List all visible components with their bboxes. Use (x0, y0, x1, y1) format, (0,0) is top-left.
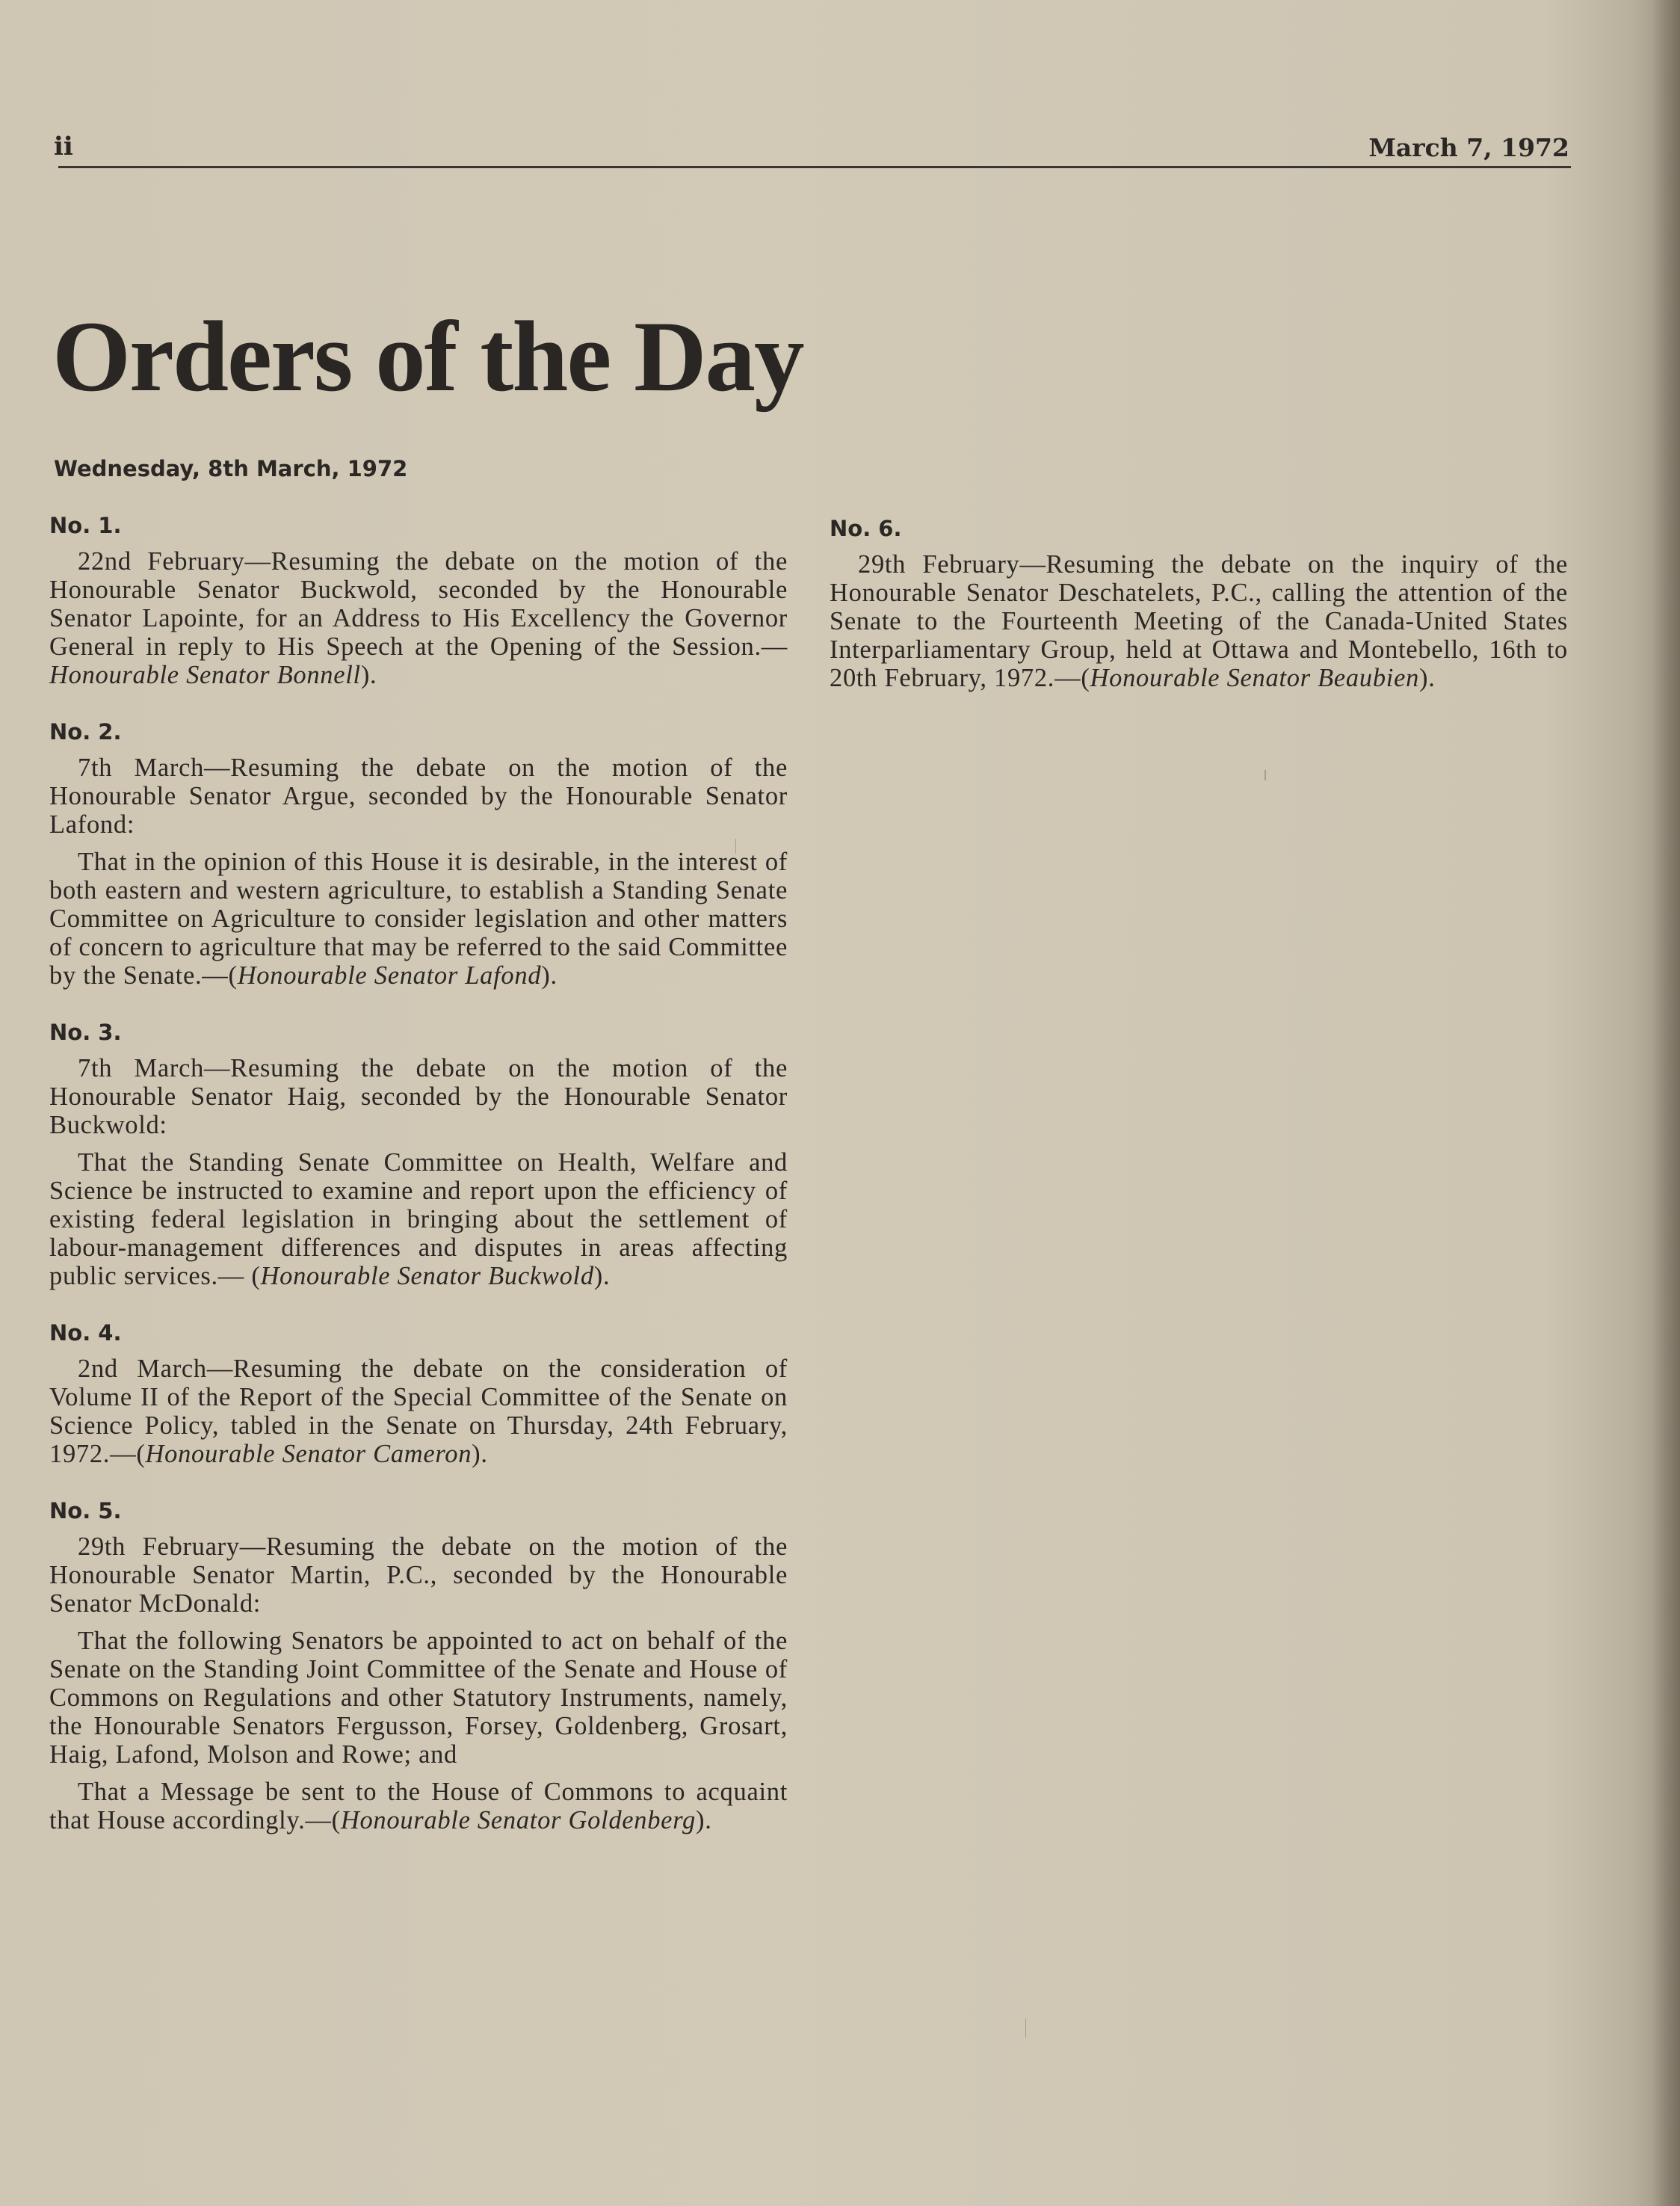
right-column (830, 516, 1568, 722)
paragraph-text: 7th March—Resuming the debate on the motion of the Honourable Senator Argue, seconded by the Honourable Senator Lafond: (49, 754, 788, 839)
order-item-1 (49, 513, 788, 689)
paragraph-text: That the Standing Senate Committee on Health, Welfare and Science be instructed to examine and report upon the efficiency of existing federal legislation in bringing about the settlement of labour-management differences and disputes in areas affecting public services.— ( (49, 1148, 788, 1290)
order-item-2 (49, 719, 788, 990)
sitting-date: Wednesday, 8th March, 1972 (54, 456, 408, 481)
order-item-5 (49, 1498, 788, 1834)
paragraph-reference: Honourable Senator Cameron (145, 1440, 472, 1468)
item-number: No. 6. (830, 516, 902, 541)
paragraph-reference: Honourable Senator Lafond (237, 961, 542, 990)
paper-speck (1025, 2018, 1026, 2038)
paragraph-reference: Honourable Senator Buckwold (260, 1262, 594, 1290)
item-paragraph (49, 1355, 788, 1468)
header-rule (58, 166, 1571, 168)
paragraph-text: That in the opinion of this House it is desirable, in the interest of both eastern and western agriculture, to establish a Standing Senate Committee on Agriculture to consider legislation and other matters of concern to agriculture that may be referred to the said Committee by the Senate.—( (49, 848, 788, 990)
order-item-3 (49, 1020, 788, 1290)
paragraph-reference-close: ). (1419, 664, 1436, 692)
header-date: March 7, 1972 (1368, 133, 1569, 162)
item-number: No. 1. (49, 513, 122, 538)
paragraph-reference-close: ). (472, 1440, 488, 1468)
item-paragraph (49, 1627, 788, 1769)
paragraph-reference: Honourable Senator Goldenberg (340, 1806, 696, 1834)
paragraph-text: That a Message be sent to the House of Commons to acquaint that House accordingly.—( (49, 1778, 788, 1834)
paragraph-text: 7th March—Resuming the debate on the motion of the Honourable Senator Haig, seconded by the Honourable Senator Buckwold: (49, 1054, 788, 1139)
item-paragraph (49, 1778, 788, 1834)
left-column (49, 513, 788, 1864)
item-paragraph (49, 1532, 788, 1618)
item-number: No. 2. (49, 719, 122, 745)
paragraph-reference-close: ). (360, 661, 377, 689)
item-number: No. 3. (49, 1020, 122, 1045)
paragraph-text: 29th February—Resuming the debate on the motion of the Honourable Senator Martin, P.C., seconded by the Honourable Senator McDonald: (49, 1532, 788, 1618)
order-item-6 (830, 516, 1568, 692)
order-item-4 (49, 1320, 788, 1468)
item-paragraph (830, 550, 1568, 692)
item-paragraph (49, 547, 788, 689)
paragraph-reference: Honourable Senator Bonnell (49, 661, 361, 689)
paper-speck (1264, 770, 1266, 780)
page-edge-shadow (1652, 0, 1680, 2206)
item-paragraph (49, 1148, 788, 1290)
item-number: No. 4. (49, 1320, 122, 1346)
item-paragraph (49, 848, 788, 990)
page-title: Orders of the Day (52, 301, 803, 413)
paragraph-text: 22nd February—Resuming the debate on the motion of the Honourable Senator Buckwold, seconded by the Honourable Senator Lapointe, for an Address to His Excellency the Governor General in reply to His Speech at the Opening of the Session.— (49, 547, 788, 661)
paragraph-reference: Honourable Senator Beaubien (1090, 664, 1420, 692)
item-number: No. 5. (49, 1498, 122, 1523)
paragraph-text: That the following Senators be appointed to act on behalf of the Senate on the Standing Joint Committee of the Senate and House of Commons on Regulations and other Statutory Instruments, namely, the Honourable Senators Fergusson, Forsey, Goldenberg, Grosart, Haig, Lafond, Molson and Rowe; and (49, 1627, 788, 1769)
paragraph-reference-close: ). (696, 1806, 712, 1834)
paragraph-reference-close: ). (593, 1262, 611, 1290)
paragraph-text: 2nd March—Resuming the debate on the consideration of Volume II of the Report of the Special Committee of the Senate on Science Policy, tabled in the Senate on Thursday, 24th February, 1972.—( (49, 1355, 788, 1468)
paper-speck (735, 839, 736, 854)
item-paragraph (49, 754, 788, 839)
paragraph-reference-close: ). (541, 961, 558, 990)
paragraph-text: 29th February—Resuming the debate on the inquiry of the Honourable Senator Deschatelets, P.C., calling the attention of the Senate to the Fourteenth Meeting of the Canada-United States Interparliamentary Group, held at Ottawa and Montebello, 16th to 20th February, 1972.—( (830, 550, 1568, 692)
item-paragraph (49, 1054, 788, 1139)
page-number: ii (54, 132, 73, 161)
